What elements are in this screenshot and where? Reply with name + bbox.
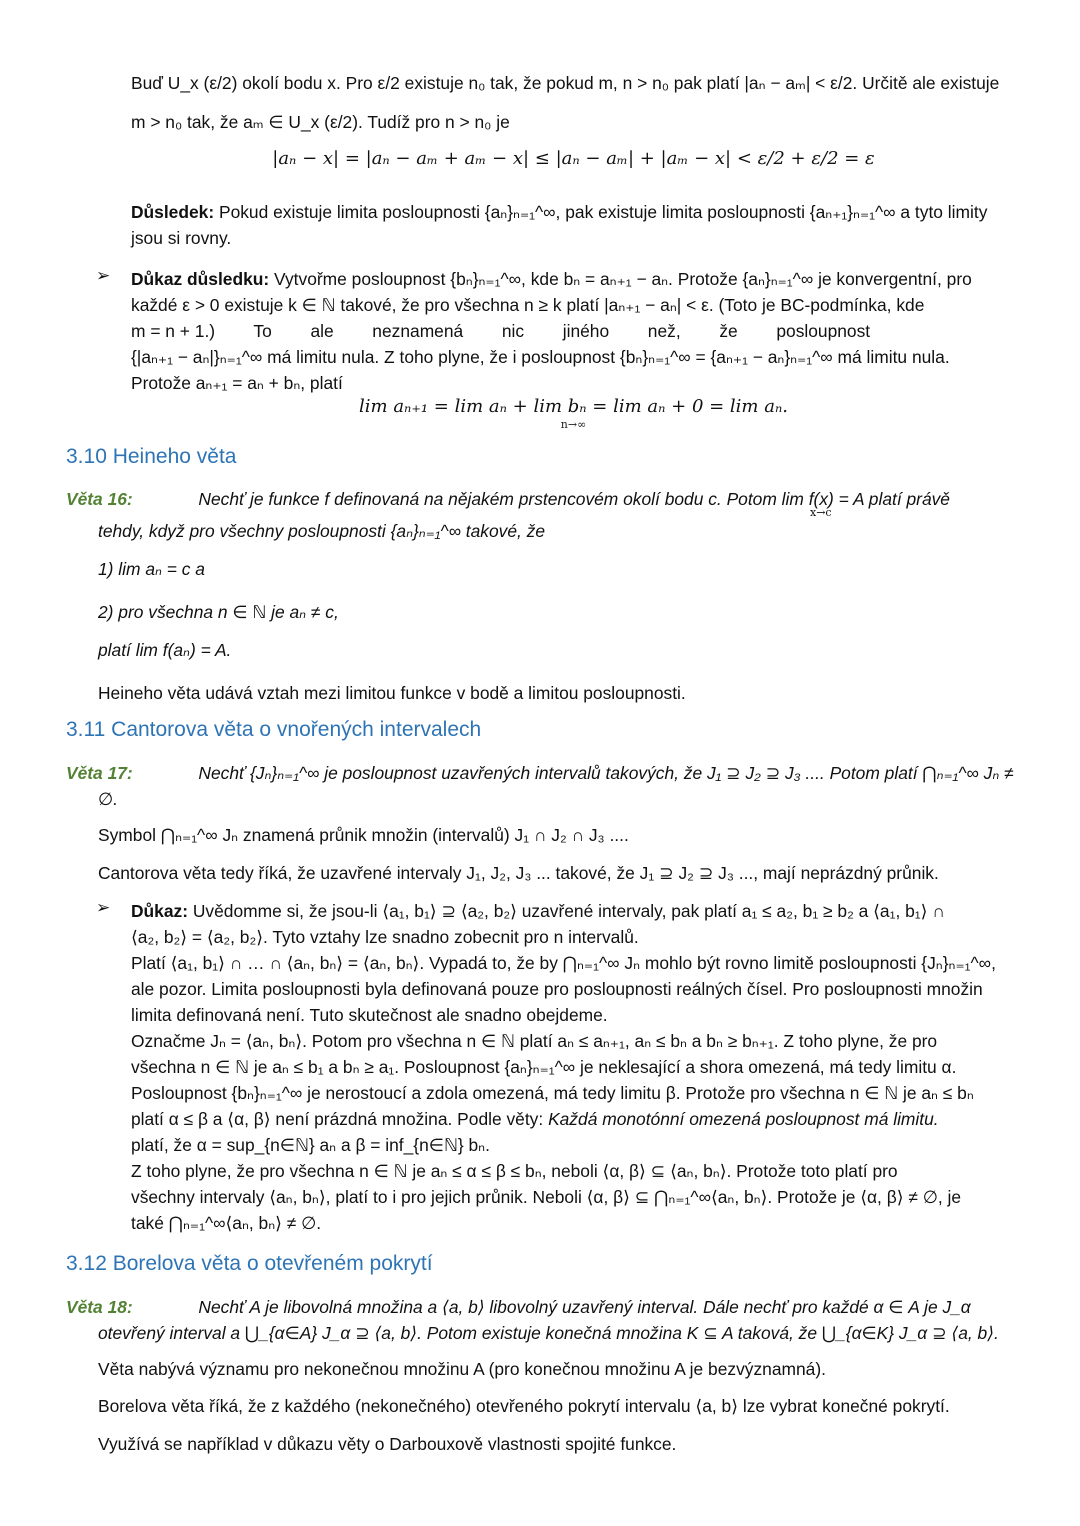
proof-text-1: Uvědomme si, že jsou-li ⟨a₁, b₁⟩ ⊇ ⟨a₂, b₂⟩ uzavřené intervaly, pak platí a₁ ≤ a₂, b₁ ≥ b₂ a ⟨a₁, b₁⟩ ∩ xyxy=(192,901,945,921)
theorem-18-line-2: otevřený interval a ⋃_{α∈A} J_α ⊇ ⟨a, b⟩. Potom existuje konečná množina K ⊆ A taková, že ⋃_{α∈K} J_α ⊇ ⟨a, b⟩. xyxy=(98,1323,999,1343)
borel-note-3: Využívá se například v důkazu věty o Darbouxově vlastnosti spojité funkce. xyxy=(98,1434,677,1454)
corollary xyxy=(131,199,1016,225)
proof-line-3: Platí ⟨a₁, b₁⟩ ∩ … ∩ ⟨aₙ, bₙ⟩ = ⟨aₙ, bₙ⟩. Vypadá to, že by ⋂ₙ₌₁^∞ Jₙ mohlo být rovno limitě posloupnosti {Jₙ}ₙ₌₁^∞, xyxy=(131,953,996,973)
equation-limit-shift: lim aₙ₊₁ = lim aₙ + lim bₙ = lim aₙ + 0 = lim aₙ. xyxy=(359,396,788,417)
corollary-proof-text-1: Vytvořme posloupnost {bₙ}ₙ₌₁^∞, kde bₙ = aₙ₊₁ − aₙ. Protože {aₙ}ₙ₌₁^∞ je konvergentní, pro xyxy=(274,269,972,289)
cantor-note: Cantorova věta tedy říká, že uzavřené intervaly J₁, J₂, J₃ ... takové, že J₁ ⊇ J₂ ⊇ J₃ ..., mají neprázdný průnik. xyxy=(98,863,939,883)
heading-3-10: 3.10 Heineho věta xyxy=(66,445,237,468)
theorem-16-line-1 xyxy=(66,486,1016,512)
corollary-proof-line-5: Protože aₙ₊₁ = aₙ + bₙ, platí xyxy=(131,373,343,393)
proof-line-1 xyxy=(131,898,1016,924)
proof-line-7: všechna n ∈ ℕ je aₙ ≤ b₁ a bₙ ≥ a₁. Posloupnost {aₙ}ₙ₌₁^∞ je neklesající a shora omezená, má tedy limitu α. xyxy=(131,1057,957,1077)
theorem-18-label: Věta 18: xyxy=(66,1297,133,1317)
paragraph-l1: Buď U_x (ε/2) okolí bodu x. Pro ε/2 existuje n₀ tak, že pokud m, n > n₀ pak platí |aₙ − aₘ| < ε/2. Určitě ale existuje xyxy=(131,73,1000,93)
proof-line-4: ale pozor. Limita posloupnosti byla definovaná pouze pro posloupnosti reálných čísel. Pro posloupnosti množin xyxy=(131,979,983,999)
borel-note-1: Věta nabývá významu pro nekonečnou množinu A (pro konečnou množinu A je bezvýznamná). xyxy=(98,1359,826,1379)
corollary-text-2: jsou si rovny. xyxy=(131,228,232,248)
theorem-18-line-1 xyxy=(66,1294,1016,1320)
proof-line-9 xyxy=(131,1106,1016,1132)
equation-triangle-inequality: |aₙ − x| = |aₙ − aₘ + aₘ − x| ≤ |aₙ − aₘ| + |aₘ − x| < ε/2 + ε/2 = ε xyxy=(272,148,875,169)
paragraph-l2: m > n₀ tak, že aₘ ∈ U_x (ε/2). Tudíž pro n > n₀ je xyxy=(131,112,510,132)
proof-line-13: také ⋂ₙ₌₁^∞⟨aₙ, bₙ⟩ ≠ ∅. xyxy=(131,1213,322,1233)
bullet-icon: ➢ xyxy=(96,266,111,285)
corollary-proof-line-1 xyxy=(131,266,1016,292)
theorem-17-label: Věta 17: xyxy=(66,763,133,783)
proof-line-6: Označme Jₙ = ⟨aₙ, bₙ⟩. Potom pro všechna n ∈ ℕ platí aₙ ≤ aₙ₊₁, aₙ ≤ bₙ a bₙ ≥ bₙ₊₁. Z toho plyne, že pro xyxy=(131,1031,938,1051)
heading-3-11: 3.11 Cantorova věta o vnořených intervalech xyxy=(66,718,482,741)
proof-line-5: limita definovaná není. Tuto skutečnost ale snadno obejdeme. xyxy=(131,1005,608,1025)
corollary-proof-line-3: m = n + 1.) To ale neznamená nic jiného než, že posloupnost xyxy=(131,321,871,341)
heine-note: Heineho věta udává vztah mezi limitou funkce v bodě a limitou posloupnosti. xyxy=(98,683,686,703)
theorem-16-label: Věta 16: xyxy=(66,489,133,509)
heading-3-12: 3.12 Borelova věta o otevřeném pokrytí xyxy=(66,1252,433,1275)
proof-line-11: Z toho plyne, že pro všechna n ∈ ℕ je aₙ ≤ α ≤ β ≤ bₙ, neboli ⟨α, β⟩ ⊆ ⟨aₙ, bₙ⟩. Protože toto platí pro xyxy=(131,1161,898,1181)
theorem-16-limit-subscript: x→c xyxy=(810,506,832,519)
bullet-icon: ➢ xyxy=(96,898,111,917)
theorem-18-text-1: Nechť A je libovolná množina a ⟨a, b⟩ libovolný uzavřený interval. Dále nechť pro každé α ∈ A je J_α xyxy=(198,1297,971,1317)
symbol-note: Symbol ⋂ₙ₌₁^∞ Jₙ znamená průnik množin (intervalů) J₁ ∩ J₂ ∩ J₃ .... xyxy=(98,825,629,845)
proof-text-9a: platí α ≤ β a ⟨α, β⟩ není prázdná množina. Podle věty: xyxy=(131,1109,544,1129)
corollary-label: Důsledek: xyxy=(131,202,215,222)
corollary-proof-label: Důkaz důsledku: xyxy=(131,269,270,289)
proof-label: Důkaz: xyxy=(131,901,189,921)
theorem-16-condition-2: 2) pro všechna n ∈ ℕ je aₙ ≠ c, xyxy=(98,602,339,622)
proof-line-10: platí, že α = sup_{n∈ℕ} aₙ a β = inf_{n∈ℕ} bₙ. xyxy=(131,1135,490,1155)
proof-text-9b: Každá monotónní omezená posloupnost má limitu. xyxy=(548,1109,939,1129)
equation-limit-subscript: n→∞ xyxy=(560,418,587,431)
corollary-text: Pokud existuje limita posloupnosti {aₙ}ₙ₌₁^∞, pak existuje limita posloupnosti {aₙ₊₁}ₙ₌₁^∞ a tyto limity xyxy=(218,202,988,222)
proof-line-8: Posloupnost {bₙ}ₙ₌₁^∞ je nerostoucí a zdola omezená, má tedy limitu β. Protože pro všechna n ∈ ℕ je aₙ ≤ bₙ xyxy=(131,1083,974,1103)
theorem-16-line-2: tehdy, když pro všechny posloupnosti {aₙ}ₙ₌₁^∞ takové, že xyxy=(98,521,546,541)
theorem-17-line-2: ∅. xyxy=(98,789,118,809)
proof-line-2: ⟨a₂, b₂⟩ = ⟨a₂, b₂⟩. Tyto vztahy lze snadno zobecnit pro n intervalů. xyxy=(131,927,639,947)
theorem-17-text-1: Nechť {Jₙ}ₙ₌₁^∞ je posloupnost uzavřených intervalů takových, že J₁ ⊇ J₂ ⊇ J₃ .... Potom platí ⋂ₙ₌₁^∞ Jₙ ≠ xyxy=(198,763,1014,783)
theorem-16-text-1: Nechť je funkce f definovaná na nějakém prstencovém okolí bodu c. Potom lim f(x) = A platí právě xyxy=(198,489,950,509)
corollary-proof-line-4: {|aₙ₊₁ − aₙ|}ₙ₌₁^∞ má limitu nula. Z toho plyne, že i posloupnost {bₙ}ₙ₌₁^∞ = {aₙ₊₁ − aₙ}ₙ₌₁^∞ má limitu nula. xyxy=(131,347,950,367)
theorem-16-condition-1: 1) lim aₙ = c a xyxy=(98,559,205,579)
theorem-16-conclusion: platí lim f(aₙ) = A. xyxy=(98,640,232,660)
theorem-17-line-1 xyxy=(66,760,1016,786)
corollary-proof-line-2: každé ε > 0 existuje k ∈ ℕ takové, že pro všechna n ≥ k platí |aₙ₊₁ − aₙ| < ε. (Toto je BC-podmínka, kde xyxy=(131,295,925,315)
borel-note-2: Borelova věta říká, že z každého (nekonečného) otevřeného pokrytí intervalu ⟨a, b⟩ lze vybrat konečné pokrytí. xyxy=(98,1396,950,1416)
proof-line-12: všechny intervaly ⟨aₙ, bₙ⟩, platí to i pro jejich průnik. Neboli ⟨α, β⟩ ⊆ ⋂ₙ₌₁^∞⟨aₙ, bₙ⟩. Protože je ⟨α, β⟩ ≠ ∅, je xyxy=(131,1187,962,1207)
